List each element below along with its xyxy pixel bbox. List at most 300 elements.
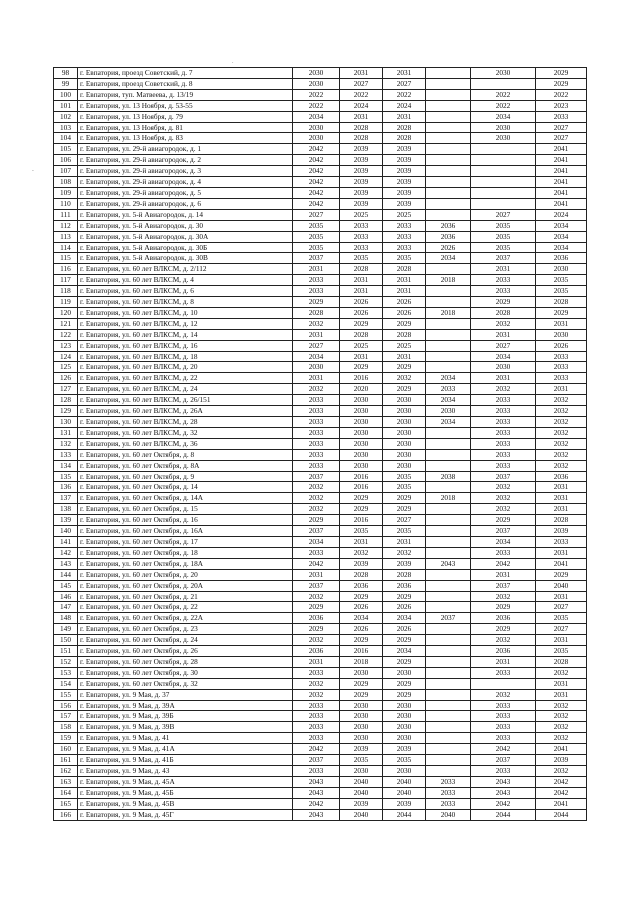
year-5-cell: 2027 (471, 340, 536, 351)
year-1-cell: 2032 (293, 482, 340, 493)
year-2-cell: 2028 (340, 569, 383, 580)
year-5-cell: 2033 (471, 711, 536, 722)
year-6-cell: 2039 (536, 526, 587, 537)
table-row (54, 177, 587, 188)
address-cell: г. Евпатория, ул. 60 лет Октября, д. 20 (78, 569, 293, 580)
address-cell: г. Евпатория, ул. 9 Мая, д. 45Б (78, 787, 293, 798)
year-2-cell: 2029 (340, 493, 383, 504)
year-5-cell: 2044 (471, 809, 536, 820)
address-cell: г. Евпатория, ул. 60 лет Октября, д. 21 (78, 591, 293, 602)
year-3-cell: 2039 (383, 187, 426, 198)
row-number-cell: 130 (54, 417, 78, 428)
year-1-cell: 2033 (293, 449, 340, 460)
year-6-cell: 2023 (536, 100, 587, 111)
year-3-cell: 2040 (383, 776, 426, 787)
row-number-cell: 132 (54, 438, 78, 449)
address-cell: г. Евпатория, ул. 13 Ноября, д. 81 (78, 122, 293, 133)
year-2-cell: 2030 (340, 766, 383, 777)
year-6-cell: 2029 (536, 78, 587, 89)
address-cell: г. Евпатория, ул. 60 лет Октября, д. 32 (78, 678, 293, 689)
year-3-cell: 2034 (383, 613, 426, 624)
table-row (54, 547, 587, 558)
table-row (54, 558, 587, 569)
year-4-cell (426, 329, 471, 340)
table-row (54, 209, 587, 220)
year-5-cell: 2029 (471, 297, 536, 308)
address-cell: г. Евпатория, ул. 13 Ноября, д. 83 (78, 133, 293, 144)
row-number-cell: 150 (54, 635, 78, 646)
year-5-cell (471, 144, 536, 155)
year-1-cell: 2043 (293, 776, 340, 787)
year-4-cell (426, 766, 471, 777)
year-1-cell: 2031 (293, 329, 340, 340)
address-cell: г. Евпатория, ул. 60 лет ВЛКСМ, д. 36 (78, 438, 293, 449)
address-cell: г. Евпатория, ул. 5-й Авиагородок, д. 30А (78, 231, 293, 242)
address-cell: г. Евпатория, ул. 60 лет Октября, д. 14А (78, 493, 293, 504)
year-5-cell: 2033 (471, 286, 536, 297)
year-1-cell: 2029 (293, 515, 340, 526)
year-6-cell: 2022 (536, 89, 587, 100)
year-4-cell (426, 526, 471, 537)
year-3-cell: 2030 (383, 722, 426, 733)
year-1-cell: 2034 (293, 351, 340, 362)
year-3-cell: 2039 (383, 558, 426, 569)
year-2-cell: 2030 (340, 449, 383, 460)
year-6-cell: 2031 (536, 678, 587, 689)
row-number-cell: 111 (54, 209, 78, 220)
address-cell: г. Евпатория, ул. 60 лет Октября, д. 26 (78, 646, 293, 657)
row-number-cell: 155 (54, 689, 78, 700)
table-row (54, 307, 587, 318)
table-row (54, 798, 587, 809)
table-row (54, 329, 587, 340)
address-cell: г. Евпатория, ул. 60 лет Октября, д. 8А (78, 460, 293, 471)
year-2-cell: 2029 (340, 504, 383, 515)
year-5-cell (471, 187, 536, 198)
year-4-cell (426, 536, 471, 547)
address-cell: г. Евпатория, ул. 13 Ноября, д. 53-55 (78, 100, 293, 111)
year-6-cell: 2031 (536, 493, 587, 504)
year-6-cell: 2027 (536, 624, 587, 635)
year-6-cell: 2033 (536, 362, 587, 373)
year-3-cell: 2030 (383, 406, 426, 417)
row-number-cell: 164 (54, 787, 78, 798)
address-cell: г. Евпатория, ул. 60 лет ВЛКСМ, д. 26/151 (78, 395, 293, 406)
year-3-cell: 2033 (383, 220, 426, 231)
year-4-cell (426, 187, 471, 198)
year-3-cell: 2029 (383, 318, 426, 329)
address-cell: г. Евпатория, ул. 60 лет ВЛКСМ, д. 32 (78, 427, 293, 438)
table-row (54, 733, 587, 744)
year-2-cell: 2030 (340, 711, 383, 722)
year-5-cell: 2032 (471, 635, 536, 646)
row-number-cell: 101 (54, 100, 78, 111)
year-2-cell: 2026 (340, 602, 383, 613)
year-1-cell: 2029 (293, 297, 340, 308)
row-number-cell: 120 (54, 307, 78, 318)
table-row (54, 351, 587, 362)
year-2-cell: 2030 (340, 427, 383, 438)
table-row (54, 122, 587, 133)
year-1-cell: 2033 (293, 438, 340, 449)
table-row (54, 624, 587, 635)
year-1-cell: 2042 (293, 177, 340, 188)
year-5-cell: 2030 (471, 68, 536, 79)
year-2-cell: 2039 (340, 198, 383, 209)
row-number-cell: 106 (54, 155, 78, 166)
address-cell: г. Евпатория, ул. 60 лет ВЛКСМ, д. 14 (78, 329, 293, 340)
year-5-cell: 2031 (471, 373, 536, 384)
year-3-cell: 2040 (383, 787, 426, 798)
year-1-cell: 2033 (293, 460, 340, 471)
row-number-cell: 131 (54, 427, 78, 438)
year-5-cell: 2043 (471, 787, 536, 798)
table-row (54, 89, 587, 100)
year-4-cell (426, 504, 471, 515)
year-5-cell: 2033 (471, 275, 536, 286)
year-4-cell (426, 602, 471, 613)
table-row (54, 264, 587, 275)
address-cell: г. Евпатория, ул. 9 Мая, д. 41Б (78, 755, 293, 766)
address-cell: г. Евпатория, ул. 29-й авиагородок, д. 4 (78, 177, 293, 188)
table-row (54, 580, 587, 591)
year-5-cell: 2034 (471, 536, 536, 547)
row-number-cell: 165 (54, 798, 78, 809)
year-6-cell: 2031 (536, 635, 587, 646)
year-6-cell: 2032 (536, 449, 587, 460)
year-5-cell: 2037 (471, 580, 536, 591)
year-4-cell (426, 89, 471, 100)
year-2-cell: 2029 (340, 689, 383, 700)
year-1-cell: 2037 (293, 471, 340, 482)
year-4-cell (426, 460, 471, 471)
address-cell: г. Евпатория, ул. 60 лет Октября, д. 24 (78, 635, 293, 646)
row-number-cell: 136 (54, 482, 78, 493)
year-2-cell: 2039 (340, 144, 383, 155)
address-cell: г. Евпатория, ул. 60 лет Октября, д. 8 (78, 449, 293, 460)
year-5-cell: 2032 (471, 493, 536, 504)
row-number-cell: 110 (54, 198, 78, 209)
year-2-cell: 2030 (340, 700, 383, 711)
table-row (54, 678, 587, 689)
table-row (54, 100, 587, 111)
year-3-cell: 2030 (383, 711, 426, 722)
year-2-cell: 2030 (340, 417, 383, 428)
year-3-cell: 2027 (383, 515, 426, 526)
year-3-cell: 2031 (383, 351, 426, 362)
year-5-cell: 2036 (471, 646, 536, 657)
year-3-cell: 2031 (383, 286, 426, 297)
year-3-cell: 2035 (383, 755, 426, 766)
year-4-cell (426, 155, 471, 166)
year-2-cell: 2033 (340, 220, 383, 231)
row-number-cell: 148 (54, 613, 78, 624)
address-cell: г. Евпатория, ул. 60 лет ВЛКСМ, д. 6 (78, 286, 293, 297)
row-number-cell: 144 (54, 569, 78, 580)
table-row (54, 220, 587, 231)
year-4-cell (426, 700, 471, 711)
table-row (54, 744, 587, 755)
year-3-cell: 2035 (383, 526, 426, 537)
year-3-cell: 2039 (383, 177, 426, 188)
year-2-cell: 2030 (340, 667, 383, 678)
row-number-cell: 117 (54, 275, 78, 286)
table-row (54, 515, 587, 526)
row-number-cell: 103 (54, 122, 78, 133)
year-2-cell: 2028 (340, 329, 383, 340)
table-row (54, 406, 587, 417)
year-3-cell: 2033 (383, 242, 426, 253)
year-4-cell (426, 547, 471, 558)
year-3-cell: 2025 (383, 209, 426, 220)
address-cell: г. Евпатория, ул. 60 лет ВЛКСМ, д. 28 (78, 417, 293, 428)
year-2-cell: 2030 (340, 722, 383, 733)
year-4-cell (426, 482, 471, 493)
year-1-cell: 2033 (293, 417, 340, 428)
table-row (54, 417, 587, 428)
year-2-cell: 2027 (340, 78, 383, 89)
row-number-cell: 140 (54, 526, 78, 537)
year-4-cell (426, 111, 471, 122)
year-5-cell: 2033 (471, 449, 536, 460)
year-3-cell: 2031 (383, 275, 426, 286)
year-4-cell (426, 646, 471, 657)
year-3-cell: 2028 (383, 133, 426, 144)
year-1-cell: 2034 (293, 111, 340, 122)
row-number-cell: 121 (54, 318, 78, 329)
year-3-cell: 2030 (383, 766, 426, 777)
year-6-cell: 2032 (536, 722, 587, 733)
year-5-cell: 2030 (471, 362, 536, 373)
year-3-cell: 2028 (383, 569, 426, 580)
year-1-cell: 2033 (293, 722, 340, 733)
year-6-cell: 2033 (536, 111, 587, 122)
year-4-cell: 2018 (426, 307, 471, 318)
year-1-cell: 2034 (293, 536, 340, 547)
year-6-cell: 2030 (536, 329, 587, 340)
year-6-cell: 2044 (536, 809, 587, 820)
year-4-cell (426, 515, 471, 526)
table-row (54, 667, 587, 678)
year-3-cell: 2029 (383, 384, 426, 395)
year-5-cell: 2022 (471, 89, 536, 100)
row-number-cell: 99 (54, 78, 78, 89)
year-2-cell: 2031 (340, 286, 383, 297)
year-6-cell: 2041 (536, 798, 587, 809)
table-row (54, 602, 587, 613)
year-2-cell: 2035 (340, 526, 383, 537)
year-2-cell: 2031 (340, 275, 383, 286)
year-6-cell: 2033 (536, 351, 587, 362)
address-cell: г. Евпатория, ул. 5-й Авиагородок, д. 30Б (78, 242, 293, 253)
year-1-cell: 2037 (293, 580, 340, 591)
year-6-cell: 2032 (536, 427, 587, 438)
year-2-cell: 2030 (340, 733, 383, 744)
year-2-cell: 2039 (340, 798, 383, 809)
table-row (54, 144, 587, 155)
row-number-cell: 154 (54, 678, 78, 689)
row-number-cell: 116 (54, 264, 78, 275)
year-3-cell: 2030 (383, 449, 426, 460)
year-4-cell: 2033 (426, 384, 471, 395)
year-4-cell (426, 733, 471, 744)
year-1-cell: 2036 (293, 646, 340, 657)
year-3-cell: 2030 (383, 667, 426, 678)
row-number-cell: 157 (54, 711, 78, 722)
year-3-cell: 2026 (383, 602, 426, 613)
year-3-cell: 2035 (383, 482, 426, 493)
year-2-cell: 2022 (340, 89, 383, 100)
year-2-cell: 2031 (340, 111, 383, 122)
table-row (54, 787, 587, 798)
year-1-cell: 2035 (293, 220, 340, 231)
year-5-cell: 2031 (471, 329, 536, 340)
year-4-cell (426, 667, 471, 678)
year-3-cell: 2022 (383, 89, 426, 100)
row-number-cell: 142 (54, 547, 78, 558)
row-number-cell: 162 (54, 766, 78, 777)
year-6-cell: 2034 (536, 231, 587, 242)
table-row (54, 776, 587, 787)
year-6-cell: 2032 (536, 700, 587, 711)
year-3-cell: 2030 (383, 460, 426, 471)
year-4-cell (426, 438, 471, 449)
row-number-cell: 129 (54, 406, 78, 417)
address-cell: г. Евпатория, ул. 60 лет Октября, д. 18А (78, 558, 293, 569)
address-cell: г. Евпатория, ул. 60 лет ВЛКСМ, д. 16 (78, 340, 293, 351)
year-1-cell: 2022 (293, 89, 340, 100)
year-3-cell: 2026 (383, 297, 426, 308)
year-4-cell: 2037 (426, 613, 471, 624)
year-5-cell: 2033 (471, 667, 536, 678)
year-4-cell: 2018 (426, 275, 471, 286)
address-cell: г. Евпатория, ул. 9 Мая, д. 39А (78, 700, 293, 711)
address-cell: г. Евпатория, ул. 60 лет ВЛКСМ, д. 10 (78, 307, 293, 318)
row-number-cell: 124 (54, 351, 78, 362)
year-1-cell: 2032 (293, 384, 340, 395)
address-cell: г. Евпатория, ул. 60 лет ВЛКСМ, д. 18 (78, 351, 293, 362)
year-2-cell: 2039 (340, 177, 383, 188)
year-2-cell: 2040 (340, 776, 383, 787)
year-1-cell: 2030 (293, 133, 340, 144)
year-2-cell: 2028 (340, 264, 383, 275)
year-6-cell: 2031 (536, 547, 587, 558)
year-2-cell: 2024 (340, 100, 383, 111)
year-3-cell: 2030 (383, 395, 426, 406)
year-5-cell: 2042 (471, 744, 536, 755)
year-5-cell: 2027 (471, 209, 536, 220)
year-3-cell: 2039 (383, 166, 426, 177)
year-5-cell: 2033 (471, 766, 536, 777)
table-row (54, 384, 587, 395)
row-number-cell: 119 (54, 297, 78, 308)
year-2-cell: 2026 (340, 307, 383, 318)
row-number-cell: 100 (54, 89, 78, 100)
year-6-cell: 2032 (536, 667, 587, 678)
address-cell: г. Евпатория, ул. 9 Мая, д. 45В (78, 798, 293, 809)
year-6-cell: 2033 (536, 373, 587, 384)
year-1-cell: 2033 (293, 406, 340, 417)
address-cell: г. Евпатория, ул. 60 лет Октября, д. 17 (78, 536, 293, 547)
address-cell: г. Евпатория, ул. 29-й авиагородок, д. 6 (78, 198, 293, 209)
year-3-cell: 2029 (383, 493, 426, 504)
address-cell: г. Евпатория, ул. 60 лет ВЛКСМ, д. 2/112 (78, 264, 293, 275)
year-6-cell: 2028 (536, 297, 587, 308)
row-number-cell: 146 (54, 591, 78, 602)
year-2-cell: 2016 (340, 646, 383, 657)
year-3-cell: 2026 (383, 307, 426, 318)
year-6-cell: 2033 (536, 536, 587, 547)
row-number-cell: 145 (54, 580, 78, 591)
year-3-cell: 2029 (383, 656, 426, 667)
year-6-cell: 2032 (536, 766, 587, 777)
year-1-cell: 2035 (293, 242, 340, 253)
year-4-cell (426, 68, 471, 79)
row-number-cell: 137 (54, 493, 78, 504)
year-6-cell: 2041 (536, 177, 587, 188)
row-number-cell: 104 (54, 133, 78, 144)
table-row (54, 395, 587, 406)
year-3-cell: 2032 (383, 547, 426, 558)
year-5-cell: 2037 (471, 253, 536, 264)
year-5-cell: 2029 (471, 602, 536, 613)
row-number-cell: 138 (54, 504, 78, 515)
year-5-cell: 2031 (471, 656, 536, 667)
year-1-cell: 2043 (293, 787, 340, 798)
year-4-cell (426, 144, 471, 155)
address-cell: г. Евпатория, ул. 60 лет Октября, д. 14 (78, 482, 293, 493)
address-cell: г. Евпатория, ул. 5-й Авиагородок, д. 14 (78, 209, 293, 220)
row-number-cell: 139 (54, 515, 78, 526)
row-number-cell: 152 (54, 656, 78, 667)
year-3-cell: 2031 (383, 111, 426, 122)
address-cell: г. Евпатория, ул. 60 лет Октября, д. 20А (78, 580, 293, 591)
year-4-cell (426, 318, 471, 329)
year-5-cell: 2029 (471, 624, 536, 635)
year-1-cell: 2027 (293, 340, 340, 351)
row-number-cell: 141 (54, 536, 78, 547)
year-6-cell: 2035 (536, 286, 587, 297)
year-5-cell: 2035 (471, 242, 536, 253)
year-6-cell: 2041 (536, 144, 587, 155)
year-3-cell: 2032 (383, 373, 426, 384)
year-1-cell: 2033 (293, 547, 340, 558)
table-row (54, 318, 587, 329)
year-4-cell (426, 711, 471, 722)
year-5-cell: 2031 (471, 264, 536, 275)
year-4-cell: 2033 (426, 798, 471, 809)
address-cell: г. Евпатория, ул. 60 лет ВЛКСМ, д. 26А (78, 406, 293, 417)
address-cell: г. Евпатория, ул. 5-й Авиагородок, д. 30В (78, 253, 293, 264)
year-5-cell: 2042 (471, 558, 536, 569)
year-3-cell: 2025 (383, 340, 426, 351)
year-1-cell: 2033 (293, 275, 340, 286)
year-4-cell: 2026 (426, 242, 471, 253)
year-2-cell: 2025 (340, 209, 383, 220)
year-4-cell: 2033 (426, 787, 471, 798)
year-3-cell: 2029 (383, 591, 426, 602)
year-4-cell (426, 580, 471, 591)
year-1-cell: 2032 (293, 493, 340, 504)
year-1-cell: 2033 (293, 667, 340, 678)
table-row (54, 722, 587, 733)
table-row (54, 809, 587, 820)
year-2-cell: 2030 (340, 395, 383, 406)
year-4-cell (426, 569, 471, 580)
row-number-cell: 122 (54, 329, 78, 340)
address-cell: г. Евпатория, ул. 29-й авиагородок, д. 1 (78, 144, 293, 155)
year-5-cell: 2022 (471, 100, 536, 111)
